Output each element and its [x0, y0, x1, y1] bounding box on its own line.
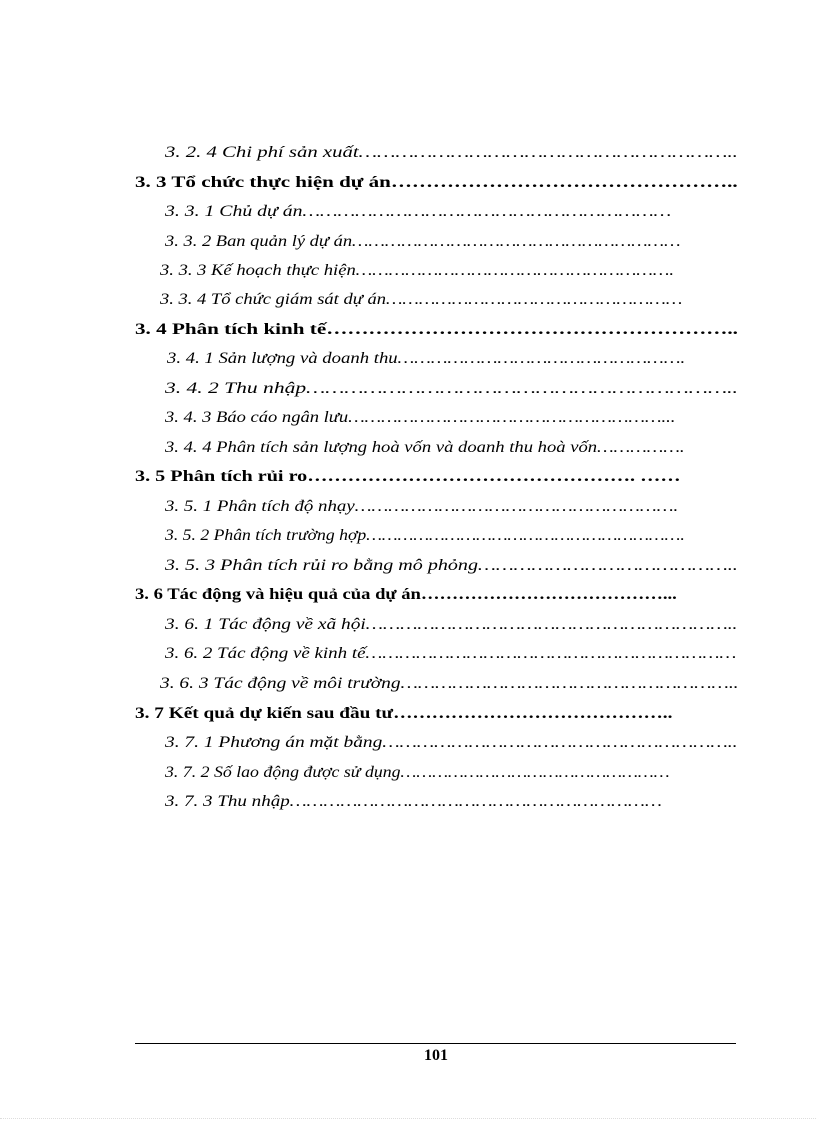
toc-entry: 3. 5 Phân tích rủi ro…………………………………………. ……: [135, 468, 681, 485]
toc-entry: 3. 7 Kết quả dự kiến sau đầu tư……………………………………..: [135, 705, 673, 722]
toc-entry: 3. 6. 1 Tác động về xã hội………………………………………………………..: [165, 616, 738, 633]
toc-entry: 3. 7. 1 Phương án mặt bằng……………………………………………………..: [165, 734, 738, 751]
toc-entry: 3. 5. 3 Phân tích rủi ro bằng mô phỏng……………………………………..: [165, 557, 738, 574]
toc-entry: 3. 5. 1 Phân tích độ nhạy………………………………………………….: [165, 498, 679, 515]
toc-entry: 3. 5. 2 Phân tích trường hợp…………………………………………………….: [165, 527, 685, 544]
page-number: 101: [424, 1047, 448, 1064]
toc-entry: 3. 3. 4 Tổ chức giám sát dự án………………………………………………: [160, 291, 683, 308]
toc-entry: 3. 6. 3 Tác động về môi trường…………………………………………………..: [160, 675, 739, 692]
toc-entry: 3. 4 Phân tích kinh tế…………………………………………………..: [135, 321, 738, 338]
toc-entry: 3. 7. 2 Số lao động được sử dụng……………………………………………: [165, 764, 670, 781]
toc-entry: 3. 4. 3 Báo cáo ngân lưu…………………………………………………...: [165, 409, 676, 426]
toc-entry: 3. 3 Tổ chức thực hiện dự án…………………………………………..: [135, 174, 738, 191]
toc-entry: 3. 6 Tác động và hiệu quả của dự án…………………………………...: [135, 586, 677, 603]
toc-entry: 3. 4. 4 Phân tích sản lượng hoà vốn và doanh thu hoà vốn…………….: [165, 439, 685, 456]
toc-entry: 3. 2. 4 Chi phí sản xuất……………………………………………………..: [165, 144, 738, 161]
toc-entry: 3. 3. 1 Chủ dự án………………………………………………………: [165, 203, 672, 220]
toc-entry: 3. 4. 1 Sản lượng và doanh thu…………………………………………….: [167, 350, 686, 367]
toc-entry: 3. 3. 2 Ban quản lý dự án……………………………………………………: [165, 233, 681, 250]
toc-entry: 3. 4. 2 Thu nhập…………………………………………………………..: [165, 380, 738, 397]
toc-entry: 3. 7. 3 Thu nhập…………………………………………………………: [165, 793, 662, 810]
toc-entry: 3. 6. 2 Tác động về kinh tế…………………………………………………………: [165, 645, 737, 662]
page-bottom-edge: [0, 1118, 816, 1119]
toc-entry: 3. 3. 3 Kế hoạch thực hiện………………………………………………….: [160, 262, 674, 279]
footer-rule: [135, 1043, 736, 1044]
